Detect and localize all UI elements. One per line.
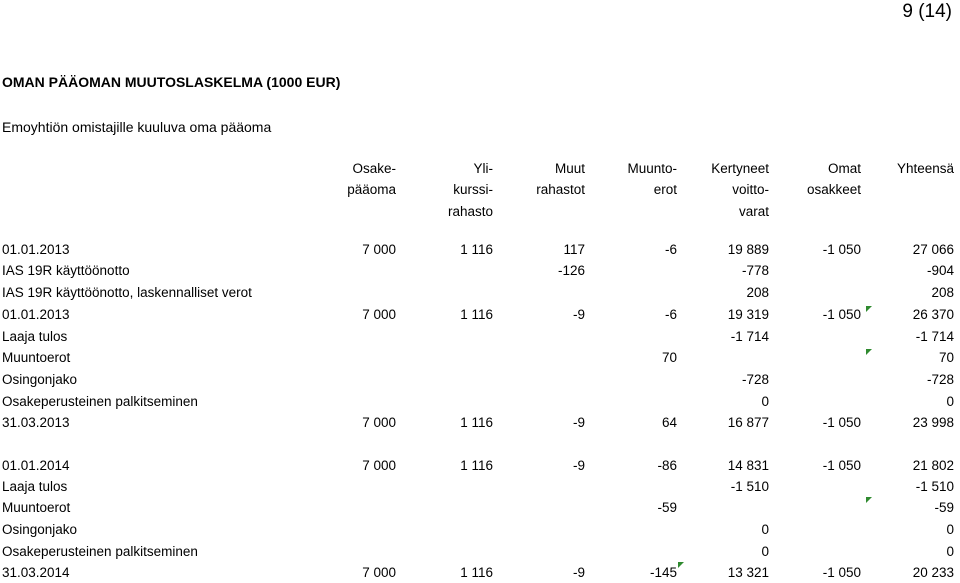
table-row xyxy=(0,261,960,281)
header-omat-osakkeet-line2: osakkeet xyxy=(806,182,861,197)
cell-muut-rahastot: -126 xyxy=(557,263,585,278)
cell-kertyneet-voittovarat: 0 xyxy=(761,544,769,559)
row-label: 01.01.2013 xyxy=(2,307,70,322)
header-muuntoerot-line2: erot xyxy=(653,182,677,197)
table-row xyxy=(0,240,960,260)
comment-flag-icon xyxy=(866,497,872,503)
cell-muut-rahastot: 117 xyxy=(563,242,585,257)
cell-ylikurssirahasto: 1 116 xyxy=(460,565,493,580)
table-row xyxy=(0,456,960,476)
cell-yhteensa: -904 xyxy=(926,263,954,278)
header-ylikurssirahasto-line2: kurssi- xyxy=(453,182,493,197)
header-muut-rahastot-line2: rahastot xyxy=(536,182,585,197)
header-ylikurssirahasto-line1: Yli- xyxy=(473,161,493,176)
cell-muuntoerot: -86 xyxy=(657,458,677,473)
cell-osakepaaoma: 7 000 xyxy=(362,415,396,430)
cell-yhteensa: -1 510 xyxy=(915,479,954,494)
table-row xyxy=(0,563,960,583)
table-row xyxy=(0,348,960,368)
cell-kertyneet-voittovarat: -728 xyxy=(741,372,769,387)
cell-yhteensa: 21 802 xyxy=(912,458,954,473)
cell-osakepaaoma: 7 000 xyxy=(362,458,396,473)
cell-ylikurssirahasto: 1 116 xyxy=(460,458,493,473)
table-row xyxy=(0,283,960,303)
row-label: 31.03.2014 xyxy=(2,565,70,580)
cell-yhteensa: 20 233 xyxy=(912,565,954,580)
cell-yhteensa: 26 370 xyxy=(912,307,954,322)
cell-omat-osakkeet: -1 050 xyxy=(822,458,861,473)
row-label: 01.01.2013 xyxy=(2,242,70,257)
cell-kertyneet-voittovarat: 19 319 xyxy=(727,307,769,322)
cell-kertyneet-voittovarat: -778 xyxy=(741,263,769,278)
cell-yhteensa: 0 xyxy=(946,522,954,537)
table-row xyxy=(0,305,960,325)
cell-yhteensa: 23 998 xyxy=(912,415,954,430)
cell-muut-rahastot: -9 xyxy=(572,565,585,580)
row-label: Osakeperusteinen palkitseminen xyxy=(2,544,198,559)
cell-muut-rahastot: -9 xyxy=(572,415,585,430)
comment-flag-icon xyxy=(678,562,684,568)
cell-kertyneet-voittovarat: -1 714 xyxy=(730,329,769,344)
cell-kertyneet-voittovarat: 13 321 xyxy=(727,565,769,580)
header-kertyneet-voittovarat-line3: varat xyxy=(738,204,769,219)
row-label: IAS 19R käyttöönotto xyxy=(2,263,130,278)
cell-muuntoerot: 70 xyxy=(661,350,677,365)
cell-osakepaaoma: 7 000 xyxy=(362,307,396,322)
cell-ylikurssirahasto: 1 116 xyxy=(460,242,493,257)
page-number: 9 (14) xyxy=(902,1,952,22)
cell-muuntoerot: -145 xyxy=(649,565,677,580)
table-row xyxy=(0,413,960,433)
table-row xyxy=(0,520,960,540)
cell-yhteensa: 0 xyxy=(946,544,954,559)
cell-kertyneet-voittovarat: 19 889 xyxy=(727,242,769,257)
cell-kertyneet-voittovarat: 208 xyxy=(746,285,769,300)
cell-ylikurssirahasto: 1 116 xyxy=(460,307,493,322)
page-subtitle: Emoyhtiön omistajille kuuluva oma pääoma xyxy=(2,119,272,135)
table-row xyxy=(0,392,960,412)
table-row xyxy=(0,477,960,497)
cell-yhteensa: -1 714 xyxy=(915,329,954,344)
header-muut-rahastot-line1: Muut xyxy=(554,161,585,176)
row-label: Laaja tulos xyxy=(2,479,68,494)
row-label: Laaja tulos xyxy=(2,329,68,344)
cell-omat-osakkeet: -1 050 xyxy=(822,415,861,430)
cell-yhteensa: 27 066 xyxy=(912,242,954,257)
cell-kertyneet-voittovarat: 0 xyxy=(761,394,769,409)
cell-ylikurssirahasto: 1 116 xyxy=(460,415,493,430)
cell-yhteensa: 208 xyxy=(931,285,954,300)
cell-omat-osakkeet: -1 050 xyxy=(822,242,861,257)
cell-muuntoerot: -59 xyxy=(657,500,677,515)
table-row xyxy=(0,370,960,390)
table-row xyxy=(0,327,960,347)
cell-osakepaaoma: 7 000 xyxy=(362,565,396,580)
row-label: Muuntoerot xyxy=(2,500,71,515)
cell-kertyneet-voittovarat: -1 510 xyxy=(730,479,769,494)
cell-yhteensa: 70 xyxy=(938,350,954,365)
cell-osakepaaoma: 7 000 xyxy=(362,242,396,257)
cell-kertyneet-voittovarat: 0 xyxy=(761,522,769,537)
cell-yhteensa: 0 xyxy=(946,394,954,409)
cell-yhteensa: -59 xyxy=(934,500,954,515)
table-row xyxy=(0,498,960,518)
row-label: Osingonjako xyxy=(2,372,78,387)
header-osakepaaoma-line1: Osake- xyxy=(352,161,396,176)
cell-muut-rahastot: -9 xyxy=(572,458,585,473)
table-row xyxy=(0,542,960,562)
row-label: Osakeperusteinen palkitseminen xyxy=(2,394,198,409)
cell-muuntoerot: -6 xyxy=(664,307,677,322)
header-muuntoerot-line1: Muunto- xyxy=(627,161,677,176)
cell-muuntoerot: -6 xyxy=(664,242,677,257)
cell-omat-osakkeet: -1 050 xyxy=(822,565,861,580)
page-title: OMAN PÄÄOMAN MUUTOSLASKELMA (1000 EUR) xyxy=(2,74,341,90)
header-kertyneet-voittovarat-line2: voitto- xyxy=(732,182,769,197)
header-omat-osakkeet-line1: Omat xyxy=(827,161,861,176)
cell-muut-rahastot: -9 xyxy=(572,307,585,322)
cell-muuntoerot: 64 xyxy=(661,415,677,430)
row-label: 01.01.2014 xyxy=(2,458,70,473)
comment-flag-icon xyxy=(866,306,872,312)
header-yhteensa-line1: Yhteensä xyxy=(896,161,954,176)
row-label: Osingonjako xyxy=(2,522,78,537)
header-osakepaaoma-line2: pääoma xyxy=(347,182,396,197)
row-label: 31.03.2013 xyxy=(2,415,70,430)
comment-flag-icon xyxy=(866,349,872,355)
header-ylikurssirahasto-line3: rahasto xyxy=(447,204,493,219)
cell-kertyneet-voittovarat: 16 877 xyxy=(727,415,769,430)
cell-omat-osakkeet: -1 050 xyxy=(822,307,861,322)
cell-kertyneet-voittovarat: 14 831 xyxy=(727,458,769,473)
row-label: Muuntoerot xyxy=(2,350,71,365)
header-kertyneet-voittovarat-line1: Kertyneet xyxy=(711,161,769,176)
cell-yhteensa: -728 xyxy=(926,372,954,387)
row-label: IAS 19R käyttöönotto, laskennalliset verot xyxy=(2,285,252,300)
